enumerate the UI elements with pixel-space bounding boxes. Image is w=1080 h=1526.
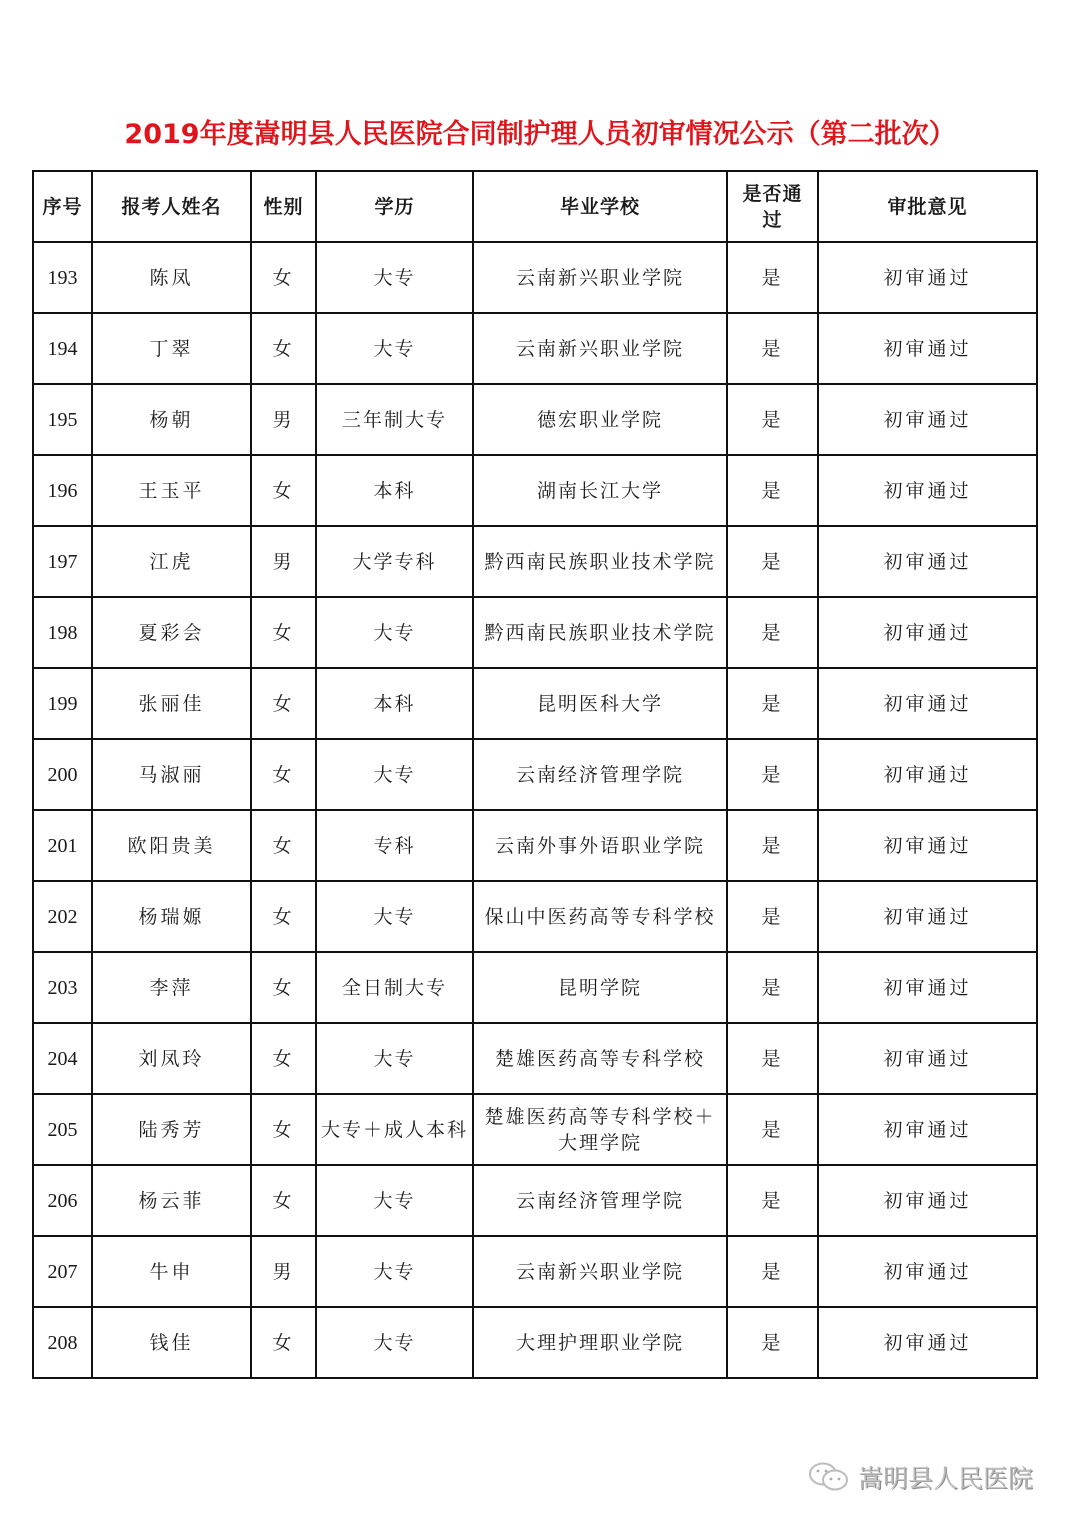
cell-education: 本科 — [316, 668, 473, 739]
cell-opinion: 初审通过 — [818, 242, 1037, 313]
cell-gender: 女 — [251, 881, 316, 952]
cell-education: 三年制大专 — [316, 384, 473, 455]
table-row — [33, 739, 1037, 810]
cell-passed: 是 — [727, 1094, 818, 1165]
cell-name: 张丽佳 — [92, 668, 251, 739]
cell-name: 杨云菲 — [92, 1165, 251, 1236]
table-row — [33, 455, 1037, 526]
cell-passed: 是 — [727, 313, 818, 384]
cell-gender: 女 — [251, 242, 316, 313]
cell-opinion: 初审通过 — [818, 597, 1037, 668]
cell-school: 保山中医药高等专科学校 — [473, 881, 727, 952]
cell-passed: 是 — [727, 668, 818, 739]
cell-education: 大专 — [316, 597, 473, 668]
cell-serial: 193 — [33, 242, 92, 313]
cell-school: 昆明学院 — [473, 952, 727, 1023]
cell-gender: 男 — [251, 526, 316, 597]
cell-passed: 是 — [727, 1023, 818, 1094]
cell-name: 王玉平 — [92, 455, 251, 526]
cell-opinion: 初审通过 — [818, 1307, 1037, 1378]
cell-school: 德宏职业学院 — [473, 384, 727, 455]
cell-education: 大专 — [316, 242, 473, 313]
review-results-table — [32, 170, 1038, 1379]
cell-name: 陈凤 — [92, 242, 251, 313]
cell-opinion: 初审通过 — [818, 881, 1037, 952]
cell-school: 昆明医科大学 — [473, 668, 727, 739]
cell-passed: 是 — [727, 455, 818, 526]
cell-gender: 女 — [251, 952, 316, 1023]
cell-school: 云南经济管理学院 — [473, 1165, 727, 1236]
table-row — [33, 242, 1037, 313]
cell-education: 大专 — [316, 1023, 473, 1094]
cell-name: 刘凤玲 — [92, 1023, 251, 1094]
cell-name: 丁翠 — [92, 313, 251, 384]
cell-education: 大专＋成人本科 — [316, 1094, 473, 1165]
cell-opinion: 初审通过 — [818, 1165, 1037, 1236]
table-row — [33, 1307, 1037, 1378]
cell-serial: 201 — [33, 810, 92, 881]
table-row — [33, 597, 1037, 668]
page-title: 2019年度嵩明县人民医院合同制护理人员初审情况公示（第二批次） — [124, 119, 956, 150]
table-row — [33, 1094, 1037, 1165]
cell-school: 云南新兴职业学院 — [473, 313, 727, 384]
cell-name: 李萍 — [92, 952, 251, 1023]
table-row — [33, 1165, 1037, 1236]
table-row — [33, 526, 1037, 597]
cell-opinion: 初审通过 — [818, 952, 1037, 1023]
cell-gender: 女 — [251, 668, 316, 739]
cell-opinion: 初审通过 — [818, 384, 1037, 455]
cell-school: 云南外事外语职业学院 — [473, 810, 727, 881]
wechat-icon — [808, 1461, 852, 1493]
cell-serial: 204 — [33, 1023, 92, 1094]
cell-gender: 女 — [251, 1023, 316, 1094]
cell-education: 本科 — [316, 455, 473, 526]
header-name: 报考人姓名 — [92, 171, 251, 242]
cell-gender: 女 — [251, 455, 316, 526]
cell-opinion: 初审通过 — [818, 526, 1037, 597]
table-row — [33, 1236, 1037, 1307]
cell-opinion: 初审通过 — [818, 668, 1037, 739]
cell-name: 江虎 — [92, 526, 251, 597]
cell-education: 大专 — [316, 313, 473, 384]
cell-name: 陆秀芳 — [92, 1094, 251, 1165]
cell-passed: 是 — [727, 597, 818, 668]
cell-education: 大专 — [316, 1307, 473, 1378]
table-row — [33, 668, 1037, 739]
cell-opinion: 初审通过 — [818, 810, 1037, 881]
cell-gender: 男 — [251, 1236, 316, 1307]
cell-opinion: 初审通过 — [818, 1236, 1037, 1307]
cell-serial: 195 — [33, 384, 92, 455]
header-education: 学历 — [316, 171, 473, 242]
table-body — [33, 242, 1037, 1378]
watermark — [808, 1459, 1033, 1495]
table-row — [33, 810, 1037, 881]
table-row — [33, 384, 1037, 455]
cell-education: 大专 — [316, 881, 473, 952]
cell-education: 全日制大专 — [316, 952, 473, 1023]
cell-gender: 女 — [251, 810, 316, 881]
cell-gender: 女 — [251, 739, 316, 810]
cell-education: 大专 — [316, 1236, 473, 1307]
cell-serial: 199 — [33, 668, 92, 739]
header-serial: 序号 — [33, 171, 92, 242]
watermark-text: 嵩明县人民医院 — [858, 1464, 1034, 1493]
cell-passed: 是 — [727, 810, 818, 881]
cell-serial: 203 — [33, 952, 92, 1023]
cell-serial: 200 — [33, 739, 92, 810]
cell-school: 黔西南民族职业技术学院 — [473, 526, 727, 597]
cell-opinion: 初审通过 — [818, 739, 1037, 810]
cell-opinion: 初审通过 — [818, 455, 1037, 526]
cell-passed: 是 — [727, 384, 818, 455]
table-row — [33, 952, 1037, 1023]
cell-passed: 是 — [727, 1236, 818, 1307]
cell-name: 钱佳 — [92, 1307, 251, 1378]
table-header-row — [33, 171, 1037, 242]
cell-gender: 男 — [251, 384, 316, 455]
cell-passed: 是 — [727, 952, 818, 1023]
header-opinion: 审批意见 — [818, 171, 1037, 242]
cell-passed: 是 — [727, 881, 818, 952]
cell-serial: 205 — [33, 1094, 92, 1165]
table-row — [33, 1023, 1037, 1094]
cell-school: 湖南长江大学 — [473, 455, 727, 526]
header-gender: 性别 — [251, 171, 316, 242]
cell-name: 杨瑞嫄 — [92, 881, 251, 952]
table-row — [33, 881, 1037, 952]
cell-serial: 208 — [33, 1307, 92, 1378]
cell-education: 大专 — [316, 739, 473, 810]
cell-gender: 女 — [251, 1307, 316, 1378]
cell-gender: 女 — [251, 1165, 316, 1236]
cell-serial: 207 — [33, 1236, 92, 1307]
cell-passed: 是 — [727, 526, 818, 597]
cell-serial: 198 — [33, 597, 92, 668]
cell-school: 楚雄医药高等专科学校 — [473, 1023, 727, 1094]
cell-gender: 女 — [251, 1094, 316, 1165]
cell-school: 云南经济管理学院 — [473, 739, 727, 810]
cell-school: 楚雄医药高等专科学校＋大理学院 — [473, 1094, 727, 1165]
header-passed: 是否通过 — [727, 171, 818, 242]
cell-education: 大学专科 — [316, 526, 473, 597]
cell-school: 云南新兴职业学院 — [473, 1236, 727, 1307]
cell-name: 牛申 — [92, 1236, 251, 1307]
cell-serial: 194 — [33, 313, 92, 384]
cell-gender: 女 — [251, 313, 316, 384]
cell-education: 大专 — [316, 1165, 473, 1236]
cell-serial: 196 — [33, 455, 92, 526]
cell-passed: 是 — [727, 242, 818, 313]
cell-gender: 女 — [251, 597, 316, 668]
cell-name: 马淑丽 — [92, 739, 251, 810]
cell-opinion: 初审通过 — [818, 313, 1037, 384]
cell-school: 云南新兴职业学院 — [473, 242, 727, 313]
cell-school: 黔西南民族职业技术学院 — [473, 597, 727, 668]
table-row — [33, 313, 1037, 384]
cell-opinion: 初审通过 — [818, 1023, 1037, 1094]
cell-name: 杨朝 — [92, 384, 251, 455]
cell-serial: 197 — [33, 526, 92, 597]
cell-serial: 206 — [33, 1165, 92, 1236]
header-school: 毕业学校 — [473, 171, 727, 242]
cell-name: 夏彩会 — [92, 597, 251, 668]
cell-opinion: 初审通过 — [818, 1094, 1037, 1165]
cell-passed: 是 — [727, 739, 818, 810]
cell-passed: 是 — [727, 1165, 818, 1236]
cell-passed: 是 — [727, 1307, 818, 1378]
cell-name: 欧阳贵美 — [92, 810, 251, 881]
cell-serial: 202 — [33, 881, 92, 952]
cell-school: 大理护理职业学院 — [473, 1307, 727, 1378]
cell-education: 专科 — [316, 810, 473, 881]
